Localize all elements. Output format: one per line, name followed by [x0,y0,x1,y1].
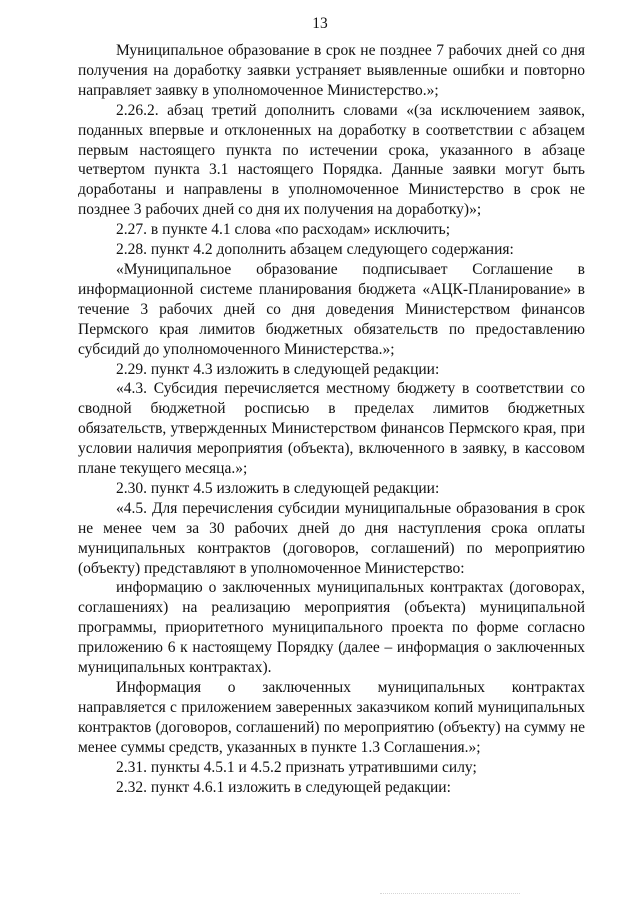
paragraph-quote-agreement: «Муниципальное образование подписывает Соглашение в информационной системе планирования бюджета «АЦК-Планирование» в течение 3 рабочих дней со дня доведения Министерством финансов Пермского края лимитов бюджетных обязательств по предоставлению субсидий до уполномоченного Министерства.»; [78,260,585,358]
document-body [78,41,585,797]
paragraph-2-31: 2.31. пункты 4.5.1 и 4.5.2 признать утратившими силу; [116,758,477,776]
paragraph-contracts-info: информацию о заключенных муниципальных контрактах (договорах, соглашениях) на реализацию мероприятия (объекта) муниципальной программы, приоритетного муниципального проекта по форме согласно приложению 6 к настоящему Порядку (далее – информация о заключенных муниципальных контрактах). [78,579,585,677]
paragraph-quote-4-5: «4.5. Для перечисления субсидии муниципальные образования в срок не менее чем за 30 рабочих дней до дня наступления срока оплаты муниципальных контрактов (договоров, соглашений) по мероприятию (объекту) представляют в уполномоченное Министерство: [78,499,585,577]
paragraph-2-29: 2.29. пункт 4.3 изложить в следующей редакции: [116,360,440,378]
paragraph-quote-4-3: «4.3. Субсидия перечисляется местному бюджету в соответствии со сводной бюджетной росписью в пределах лимитов бюджетных обязательств, утвержденных Министерством финансов Пермского края, при условии наличия мероприятия (объекта), включенного в заявку, в кассовом плане текущего месяца.»; [78,380,585,478]
scan-artifact [380,893,520,898]
paragraph-2-32: 2.32. пункт 4.6.1 изложить в следующей редакции: [116,778,451,796]
paragraph-2-30: 2.30. пункт 4.5 изложить в следующей редакции: [116,479,440,497]
paragraph-2-26-2: 2.26.2. абзац третий дополнить словами «(за исключением заявок, поданных впервые и отклоненных на доработку в соответствии с абзацем первым настоящего пункта по истечении срока, указанного в абзаце четвертом пункта 3.1 настоящего Порядка. Данные заявки могут быть доработаны и направлены в уполномоченное Министерство в срок не позднее 3 рабочих дней со дня их получения на доработку)»; [78,101,585,219]
page-number: 13 [312,15,328,32]
paragraph-intro: Муниципальное образование в срок не позднее 7 рабочих дней со дня получения на доработку заявки устраняет выявленные ошибки и повторно направляет заявку в уполномоченное Министерство.»; [78,42,585,99]
paragraph-2-27: 2.27. в пункте 4.1 слова «по расходам» исключить; [116,221,451,239]
paragraph-contracts-copies: Информация о заключенных муниципальных контрактах направляется с приложением заверенных заказчиком копий муниципальных контрактов (договоров, соглашений) по мероприятию (объекту) на сумму не менее суммы средств, указанных в пункте 1.3 Соглашения.»; [78,679,585,756]
paragraph-2-28: 2.28. пункт 4.2 дополнить абзацем следующего содержания: [116,241,514,259]
